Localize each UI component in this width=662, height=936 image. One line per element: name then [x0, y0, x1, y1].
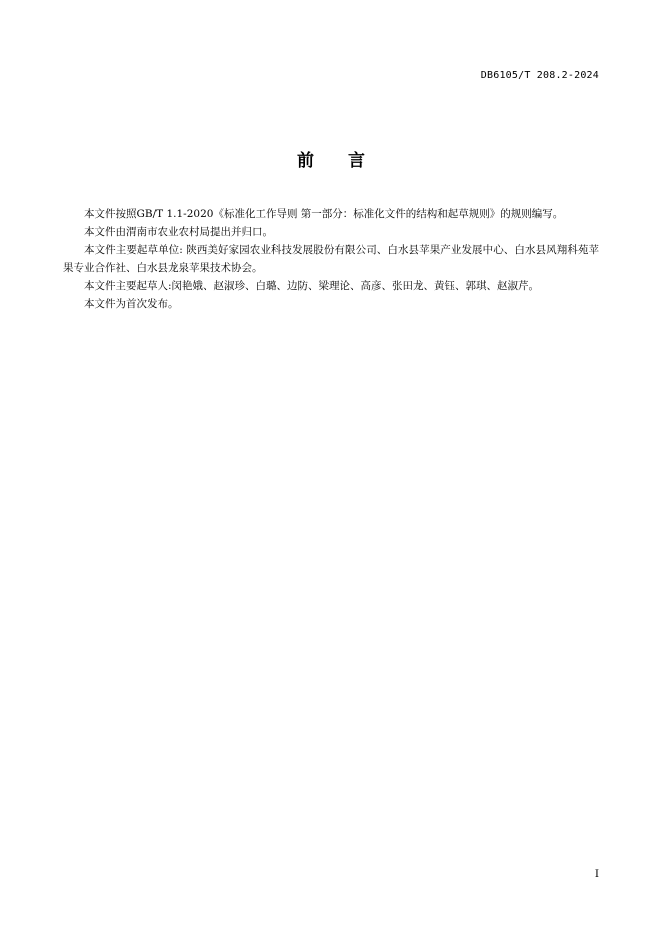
paragraph-proposer: 本文件由渭南市农业农村局提出并归口。 — [84, 226, 273, 238]
foreword-body — [63, 205, 599, 313]
paragraph-drafters: 本文件主要起草人:闵艳娥、赵淑珍、白璐、边防、梁理论、高彦、张田龙、黄钰、郭琪、赵淑芹。 — [84, 280, 540, 292]
paragraph-drafting-rules: 本文件按照GB/T 1.1-2020《标准化工作导则 第一部分：标准化文件的结构和起草规则》的规则编写。 — [84, 208, 564, 220]
paragraph-first-release: 本文件为首次发布。 — [84, 298, 179, 310]
page-title: 前 言 — [297, 151, 365, 171]
paragraph-drafting-units: 本文件主要起草单位: 陕西美好家园农业科技发展股份有限公司、白水县苹果产业发展中心、白水县风翔科苑苹果专业合作社、白水县龙泉苹果技术协会。 — [63, 244, 599, 274]
page-number: I — [594, 868, 599, 880]
document-id: DB6105/T 208.2-2024 — [480, 70, 599, 81]
